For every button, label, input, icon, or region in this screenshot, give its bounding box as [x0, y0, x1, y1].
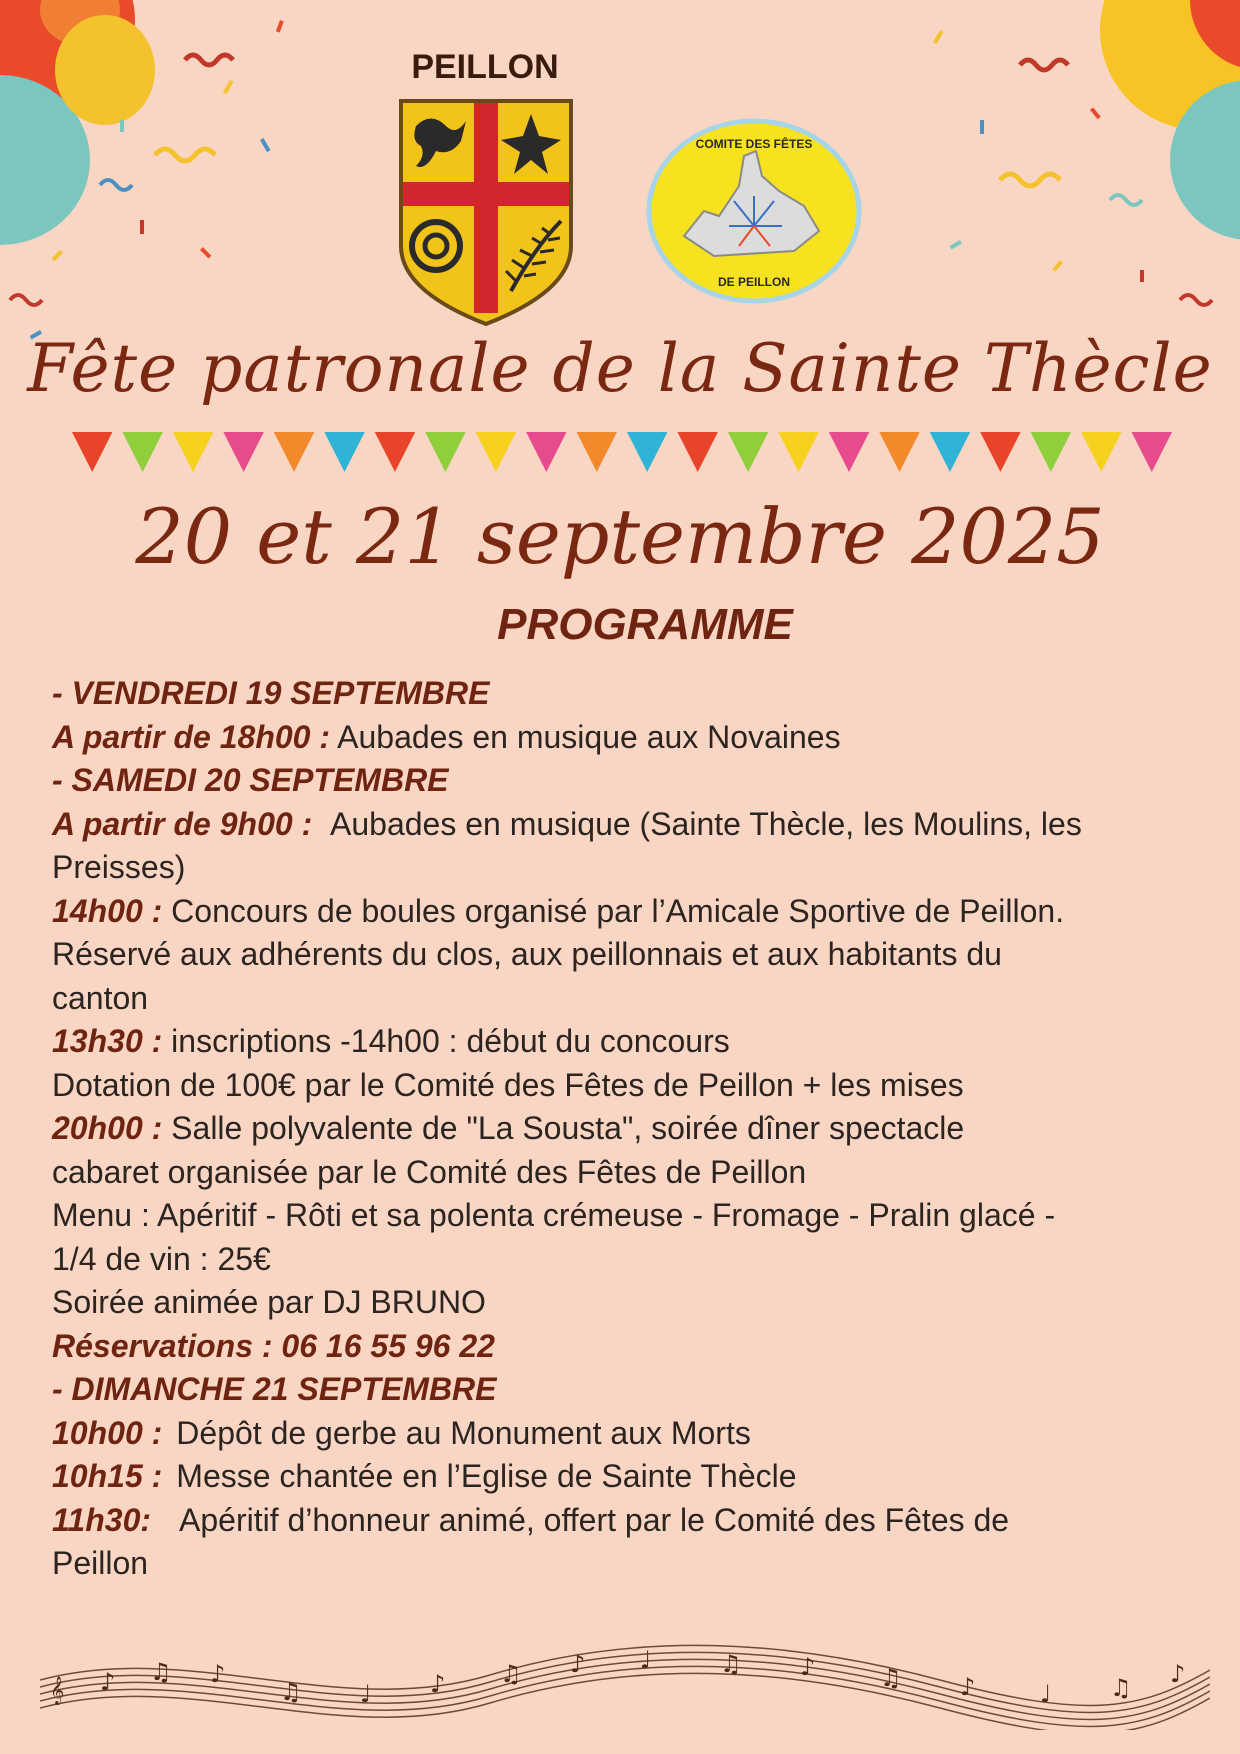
svg-text:♪: ♪	[800, 1653, 816, 1681]
svg-text:♪: ♪	[960, 1673, 976, 1701]
svg-text:♩: ♩	[360, 1680, 372, 1708]
programme-time: 14h00 :	[52, 892, 163, 929]
programme-time: A partir de 18h00 :	[52, 718, 331, 755]
bunting-flag	[476, 432, 516, 472]
programme-text: inscriptions -14h00 : début du concours	[171, 1023, 730, 1059]
programme-text-line: cabaret organisée par le Comité des Fêtes de Peillon	[52, 1153, 807, 1190]
bunting-flag	[1132, 432, 1172, 472]
bunting-flag	[122, 432, 162, 472]
programme-text-line: Preisses)	[52, 849, 186, 885]
programme-item	[52, 1107, 1202, 1151]
svg-text:♫: ♫	[500, 1660, 522, 1688]
programme-item	[52, 1499, 1202, 1543]
bunting-decoration	[68, 426, 1178, 486]
programme-text-line: Peillon	[52, 1545, 149, 1581]
programme-time: 10h00 :	[52, 1414, 163, 1451]
svg-text:♪: ♪	[430, 1670, 446, 1698]
day-heading-sunday: - DIMANCHE 21 SEPTEMBRE	[52, 1371, 497, 1407]
bunting-flag	[728, 432, 768, 472]
programme-text: Aubades en musique aux Novaines	[337, 718, 841, 755]
programme-time: 20h00 :	[52, 1110, 163, 1146]
programme-text-line: Menu : Apéritif - Rôti et sa polenta crémeuse - Fromage - Pralin glacé -	[52, 1197, 1056, 1233]
bunting-flag	[778, 432, 818, 472]
bunting-flag	[1081, 432, 1121, 472]
programme-item	[52, 1412, 1202, 1456]
programme-item	[52, 1020, 1202, 1064]
bunting-flag	[677, 432, 717, 472]
svg-text:♫: ♫	[280, 1678, 302, 1706]
bunting-flag	[879, 432, 919, 472]
bunting-flag	[72, 432, 112, 472]
bunting-flag	[627, 432, 667, 472]
programme-item	[52, 803, 1202, 847]
svg-text:♫: ♫	[1110, 1674, 1132, 1702]
programme-time: A partir de 9h00 :	[52, 805, 313, 842]
programme-text: Concours de boules organisé par l’Amicale Sportive de Peillon.	[171, 892, 1065, 929]
programme-text: Messe chantée en l’Eglise de Sainte Thècle	[176, 1458, 797, 1494]
programme-text: Apéritif d’honneur animé, offert par le Comité des Fêtes de	[179, 1501, 1010, 1538]
bunting-flag	[223, 432, 263, 472]
svg-text:♪: ♪	[1170, 1660, 1186, 1688]
bunting-flag	[425, 432, 465, 472]
event-title: Fête patronale de la Sainte Thècle	[27, 330, 1213, 407]
programme-text-line: canton	[52, 979, 149, 1016]
day-heading-friday: - VENDREDI 19 SEPTEMBRE	[52, 675, 490, 711]
event-dates: 20 et 21 septembre 2025	[135, 492, 1105, 581]
bunting-flag	[324, 432, 364, 472]
programme-time: 11h30:	[52, 1501, 152, 1538]
programme-heading: PROGRAMME	[497, 600, 793, 649]
bunting-flag	[930, 432, 970, 472]
programme-text: Salle polyvalente de "La Sousta", soirée dîner spectacle	[171, 1110, 965, 1146]
reservations-phone: Réservations : 06 16 55 96 22	[52, 1327, 495, 1364]
programme-time: 10h15 :	[52, 1458, 163, 1494]
programme-list	[52, 672, 1202, 1586]
confetti-decoration-right	[900, 0, 1240, 360]
day-heading-saturday: - SAMEDI 20 SEPTEMBRE	[52, 762, 449, 798]
programme-time: 13h30 :	[52, 1023, 163, 1059]
bunting-flag	[577, 432, 617, 472]
bunting-flag	[526, 432, 566, 472]
bunting-flag	[173, 432, 213, 472]
svg-text:♩: ♩	[640, 1646, 652, 1674]
programme-text: Aubades en musique (Sainte Thècle, les Moulins, les	[330, 805, 1082, 842]
town-name: PEILLON	[411, 48, 559, 86]
programme-text-line: 1/4 de vin : 25€	[52, 1240, 271, 1277]
svg-text:♪: ♪	[570, 1650, 586, 1678]
committee-logo-text-top: COMITE DES FÊTES	[695, 137, 813, 151]
programme-item	[52, 1455, 1202, 1499]
programme-item	[52, 716, 1202, 760]
bunting-flag	[1031, 432, 1071, 472]
bunting-flag	[375, 432, 415, 472]
committee-logo-text-bottom: DE PEILLON	[717, 275, 791, 289]
svg-text:♫: ♫	[150, 1658, 172, 1686]
confetti-decoration-left	[0, 0, 340, 360]
svg-text:♪: ♪	[210, 1660, 226, 1688]
bunting-flag	[274, 432, 314, 472]
bunting-flag	[980, 432, 1020, 472]
bunting-flag	[829, 432, 869, 472]
svg-text:♫: ♫	[880, 1664, 902, 1692]
svg-text:♪: ♪	[100, 1668, 116, 1696]
programme-text-line: Réservé aux adhérents du clos, aux peillonnais et aux habitants du	[52, 936, 1002, 972]
committee-logo	[644, 116, 864, 306]
coat-of-arms-logo	[396, 96, 576, 326]
programme-item	[52, 890, 1202, 934]
programme-text: Dépôt de gerbe au Monument aux Morts	[176, 1414, 751, 1451]
programme-text-line: Soirée animée par DJ BRUNO	[52, 1284, 486, 1320]
programme-text-line: Dotation de 100€ par le Comité des Fêtes de Peillon + les mises	[52, 1066, 964, 1103]
svg-text:♩: ♩	[1040, 1680, 1052, 1708]
svg-text:𝄞: 𝄞	[50, 1676, 65, 1704]
music-staff-decoration	[40, 1620, 1210, 1730]
svg-text:♫: ♫	[720, 1650, 742, 1678]
